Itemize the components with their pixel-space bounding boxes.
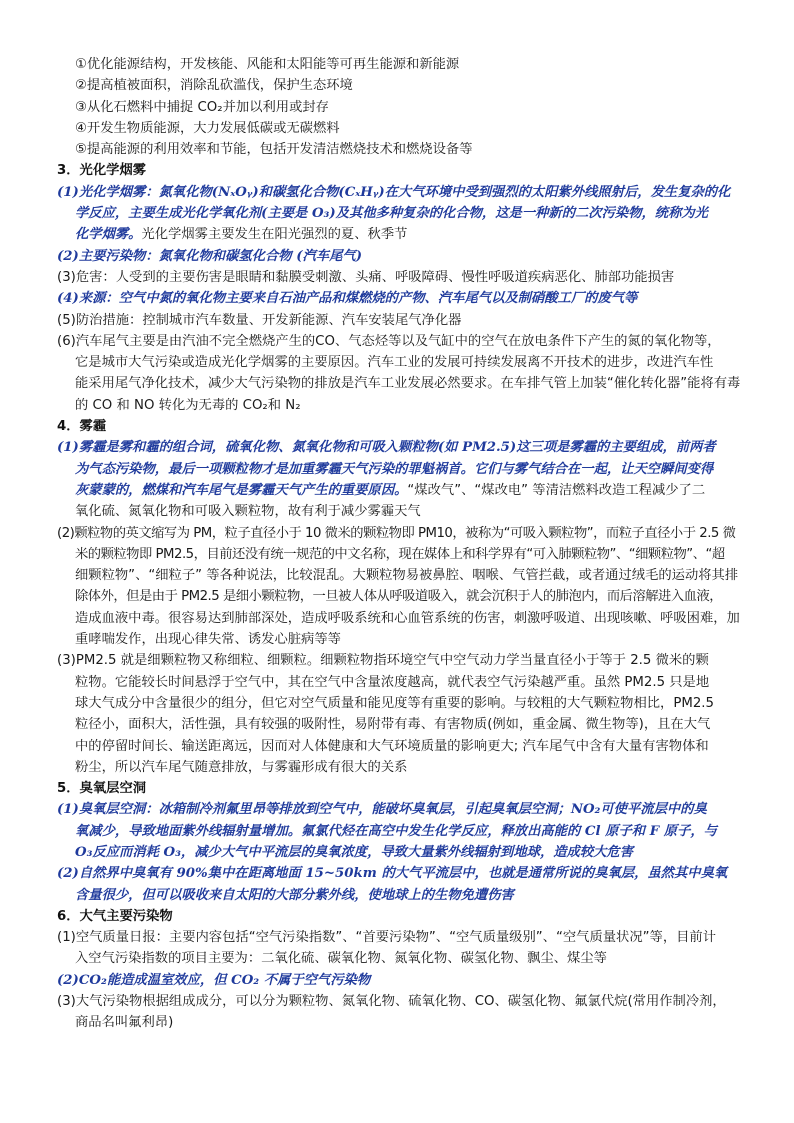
haze-definition-line-4: 氧化硫、氮氧化物和可吸入颗粒物，故有利于减少雾霾天气 [75, 504, 421, 520]
ozone-layer-line-2: 含量很少，但可以吸收来自太阳的大部分紫外线，使地球上的生物免遭伤害 [75, 887, 514, 903]
section-heading-ozone-hole: 5．臭氧层空洞 [57, 781, 147, 797]
air-quality-report-line-1: (1)空气质量日报：主要内容包括“空气污染指数”、“首要污染物”、“空气质量级别”、“空气质量状况”等，目前计 [57, 930, 717, 946]
pm-paragraph-line-4: 除体外，但是由于 PM2.5 是细小颗粒物，一旦被人体从呼吸道吸入，就会沉积于人的肺泡内，而后溶解进入血液， [75, 589, 723, 605]
pm-paragraph-line-2: 米的颗粒物即 PM2.5，目前还没有统一规范的中文名称，现在媒体上和科学界有“可入肺颗粒物”、“细颗粒物”、“超 [75, 546, 725, 562]
measure-item-1: ①优化能源结构，开发核能、风能和太阳能等可再生能源和新能源 [75, 57, 460, 72]
smog-exhaust-line-1: (6)汽车尾气主要是由汽油不完全燃烧产生的CO、气态烃等以及气缸中的空气在放电条件下产生的氮的氧化物等， [57, 333, 721, 349]
document-page [57, 54, 742, 1034]
pm-paragraph-line-1: (2)颗粒物的英文缩写为 PM，粒子直径小于 10 微米的颗粒物即 PM10，被称为“可吸入颗粒物”，而粒子直径小于 2.5 微 [57, 525, 736, 541]
pollutant-classification-line-1: (3)大气污染物根据组成成分，可以分为颗粒物、氮氧化物、硫氧化物、CO、碳氢化物、氟氯代烷(常用作制冷剂， [57, 994, 726, 1010]
smog-season-text: 光化学烟雾主要发生在阳光强烈的夏、秋季节 [141, 227, 408, 243]
measure-item-4: ④开发生物质能源，大力发展低碳或无碳燃料 [75, 120, 340, 136]
measure-item-3: ③从化石燃料中捕捉 CO₂并加以利用或封存 [75, 99, 329, 115]
pm-paragraph-line-3: 细颗粒物”、“细粒子” 等各种说法，比较混乱。大颗粒物易被鼻腔、咽喉、气管拦截，或者通过绒毛的运动将其排 [75, 568, 739, 584]
pm-paragraph-line-5: 造成血液中毒。很容易达到肺部深处，造成呼吸系统和心血管系统的伤害，刺激呼吸道、出现咳嗽、呼吸困难，加 [75, 610, 740, 626]
haze-cause-text: 灰蒙蒙的，燃煤和汽车尾气是雾霾天气产生的重要原因。 [75, 482, 408, 498]
haze-clean-fuel-text: “煤改气”、“煤改电” 等清洁燃料改造工程减少了二 [407, 482, 706, 498]
smog-definition-term: 化学烟雾。 [75, 227, 142, 243]
smog-source: (4)来源：空气中氮的氧化物主要来自石油产品和煤燃烧的产物、汽车尾气以及制硝酸工厂的废气等 [57, 291, 638, 307]
section-heading-photochemical-smog: 3．光化学烟雾 [57, 163, 147, 179]
smog-definition-line-3 [57, 224, 742, 245]
pm25-paragraph-line-5: 中的停留时间长、输送距离远，因而对人体健康和大气环境质量的影响更大; 汽车尾气中含有大量有害物体和 [75, 738, 709, 754]
pm25-paragraph-line-3: 球大气成分中含量很少的组分，但它对空气质量和能见度等有重要的影响。与较粗的大气颗粒物相比，PM2.5 [75, 695, 714, 711]
pm25-paragraph-line-1: (3)PM2.5 就是细颗粒物又称细粒、细颗粒。细颗粒物指环境空气中空气动力学当量直径小于等于 2.5 微米的颗 [57, 653, 709, 669]
ozone-hole-line-3: O₃反应而消耗 O₃，减少大气中平流层的臭氧浓度，导致大量紫外线辐射到地球，造成较大危害 [75, 844, 634, 860]
pollutant-classification-line-2: 商品名叫氟利昂) [75, 1015, 174, 1031]
smog-main-pollutants: (2)主要污染物：氮氧化物和碳氢化合物 (汽车尾气) [57, 248, 362, 264]
co2-note: (2)CO₂能造成温室效应，但 CO₂ 不属于空气污染物 [57, 972, 371, 988]
measure-item-2: ②提高植被面积，消除乱砍滥伐，保护生态环境 [75, 78, 353, 94]
pm25-paragraph-line-6: 粉尘，所以汽车尾气随意排放，与雾霾形成有很大的关系 [75, 759, 408, 775]
haze-definition-line-2: 为气态污染物，最后一项颗粒物才是加重雾霾天气污染的罪魁祸首。它们与雾气结合在一起，让天空瞬间变得 [75, 461, 714, 477]
smog-prevention: (5)防治措施：控制城市汽车数量、开发新能源、汽车安装尾气净化器 [57, 312, 462, 328]
pm-paragraph-line-6: 重哮喘发作，出现心律失常、诱发心脏病等等 [75, 632, 341, 648]
ozone-hole-line-1: (1)臭氧层空洞：冰箱制冷剂氟里昂等排放到空气中，能破坏臭氧层，引起臭氧层空洞；NO₂可使平流层中的臭 [57, 802, 707, 818]
smog-exhaust-line-2: 它是城市大气污染或造成光化学烟雾的主要原因。汽车工业的发展可持续发展离不开技术的进步，改进汽车性 [75, 355, 714, 371]
section-heading-main-pollutants: 6．大气主要污染物 [57, 908, 173, 924]
pm25-paragraph-line-4: 粒径小，面积大，活性强，具有较强的吸附性，易附带有毒、有害物质(例如，重金属、微生物等)，且在大气 [75, 717, 711, 733]
ozone-hole-line-2: 氧减少，导致地面紫外线辐射量增加。氟氯代烃在高空中发生化学反应，释放出高能的 Cl 原子和 F 原子，与 [75, 823, 717, 839]
section-heading-haze: 4．雾霾 [57, 419, 107, 435]
haze-definition-line-3 [57, 480, 742, 501]
smog-exhaust-line-3: 能采用尾气净化技术，减少大气污染物的排放是汽车工业发展必然要求。在车排气管上加装“催化转化器”能将有毒 [75, 376, 741, 392]
smog-definition-line-2: 学反应，主要生成光化学氧化剂(主要是 O₃)及其他多种复杂的化合物，这是一种新的二次污染物，统称为光 [75, 206, 708, 222]
measure-item-5: ⑤提高能源的利用效率和节能，包括开发清洁燃烧技术和燃烧设备等 [75, 142, 473, 158]
smog-harm: (3)危害：人受到的主要伤害是眼睛和黏膜受刺激、头痛、呼吸障碍、慢性呼吸道疾病恶化、肺部功能损害 [57, 269, 675, 285]
haze-definition-line-1: (1)雾霾是雾和霾的组合词，硫氧化物、氮氧化物和可吸入颗粒物(如 PM2.5)这三项是雾霾的主要组成，前两者 [57, 440, 716, 456]
smog-definition-line-1: (1)光化学烟雾：氮氧化物(NₓOᵧ)和碳氢化合物(CₓHᵧ)在大气环境中受到强烈的太阳紫外线照射后，发生复杂的化 [57, 184, 731, 200]
smog-exhaust-line-4: 的 CO 和 NO 转化为无毒的 CO₂和 N₂ [75, 397, 301, 413]
ozone-layer-line-1: (2)自然界中臭氧有 90%集中在距离地面 15~50km 的大气平流层中，也就是通常所说的臭氧层，虽然其中臭氧 [57, 866, 728, 882]
air-quality-report-line-2: 入空气污染指数的项目主要为：二氧化硫、碳氧化物、氮氧化物、碳氢化物、飘尘、煤尘等 [75, 951, 607, 967]
pm25-paragraph-line-2: 粒物。它能较长时间悬浮于空气中，其在空气中含量浓度越高，就代表空气污染越严重。虽然 PM2.5 只是地 [75, 674, 710, 690]
